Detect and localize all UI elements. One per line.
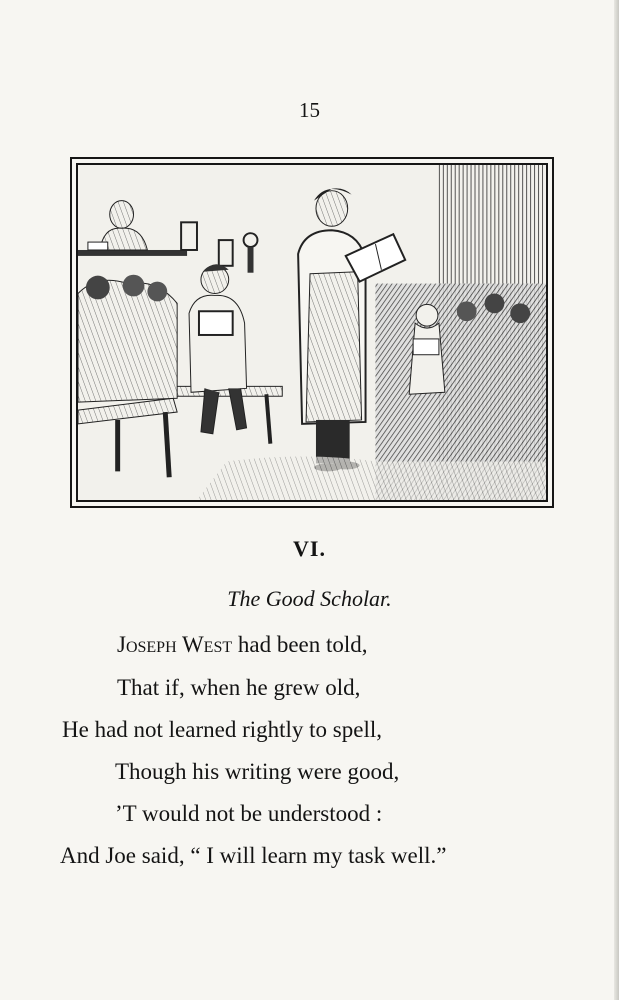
poem-line-rest: had been told, xyxy=(232,632,368,657)
shelf xyxy=(78,250,187,256)
poem-line: And Joe said, “ I will learn my task well.” xyxy=(60,843,447,868)
wall-ribbon xyxy=(248,247,254,273)
poem-name: Joseph West xyxy=(117,632,233,657)
chapter-title: The Good Scholar. xyxy=(227,586,392,611)
wall-lantern xyxy=(181,222,197,250)
illustration-frame xyxy=(70,157,554,508)
schoolroom-engraving xyxy=(78,165,546,500)
desk-books xyxy=(88,242,108,250)
wall-frame xyxy=(219,240,233,266)
poem-line xyxy=(117,632,368,658)
wall-medal xyxy=(244,233,258,247)
page-edge-shadow xyxy=(614,0,619,1000)
teacher-head xyxy=(110,201,134,229)
illustration-inner xyxy=(76,163,548,502)
poem-line: That if, when he grew old, xyxy=(117,675,361,700)
seated-boy-body xyxy=(189,295,247,392)
right-child-head xyxy=(416,304,438,326)
floor-shadow xyxy=(197,457,546,500)
chapter-number: VI. xyxy=(293,536,326,561)
page-number: 15 xyxy=(299,98,320,122)
seated-boy-book xyxy=(199,311,233,335)
poem-line: Though his writing were good, xyxy=(115,759,400,784)
reader-apron xyxy=(306,272,362,422)
poem-line: He had not learned rightly to spell, xyxy=(62,717,383,742)
poem-line: ’T would not be understood : xyxy=(115,801,383,826)
